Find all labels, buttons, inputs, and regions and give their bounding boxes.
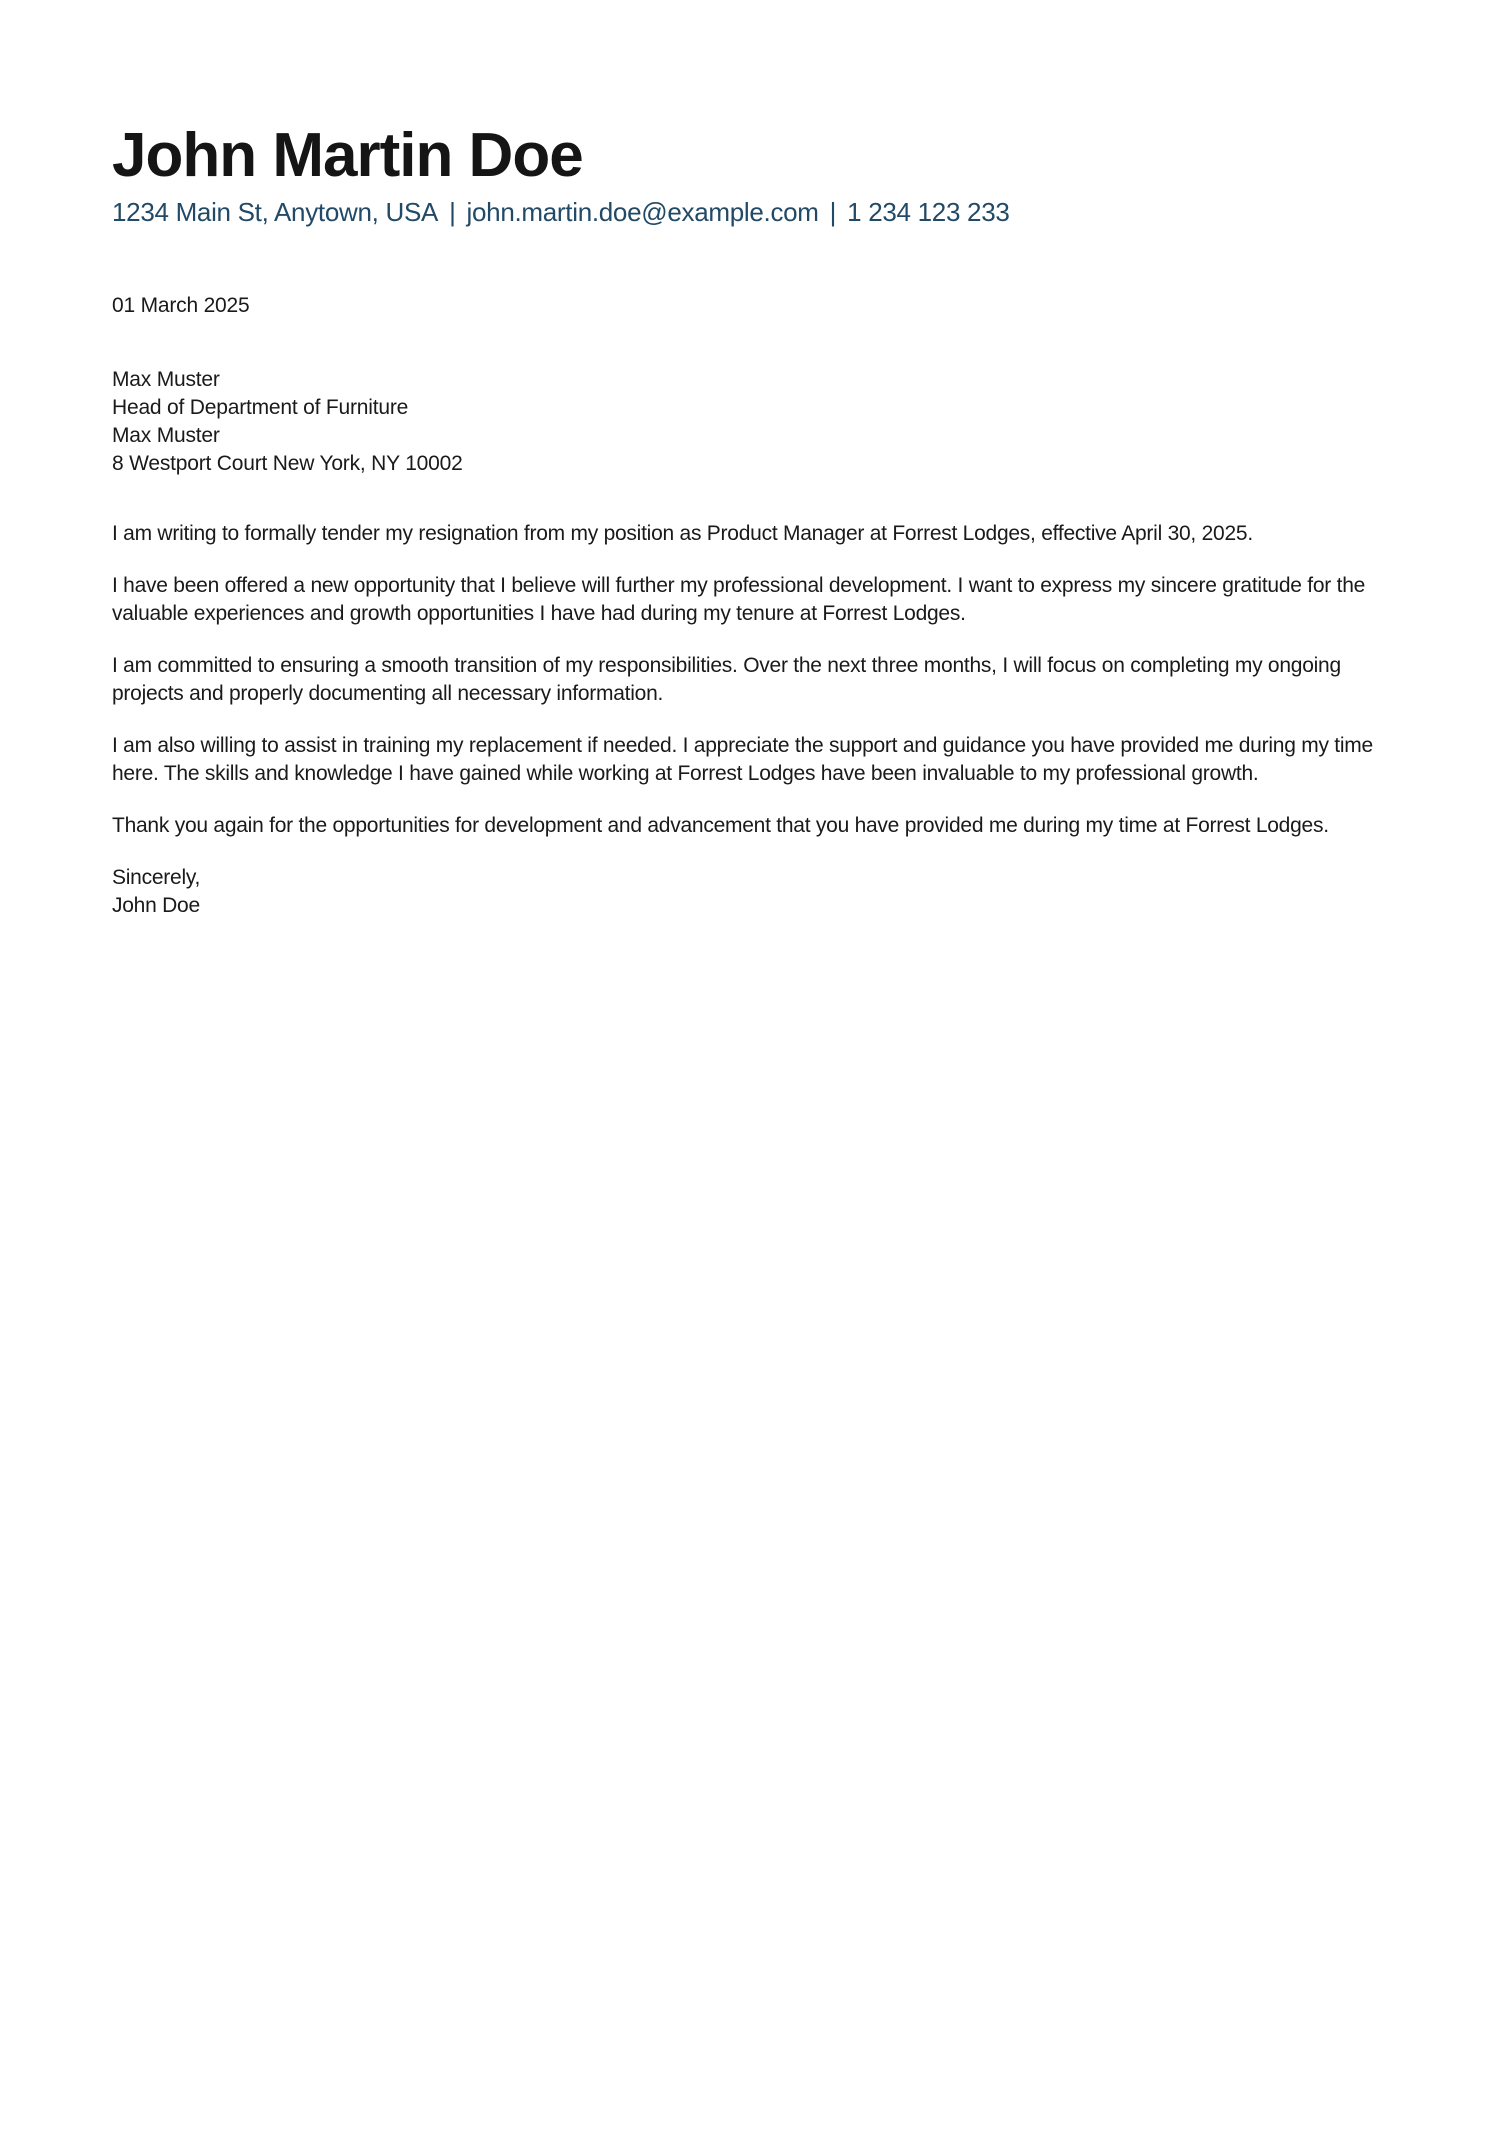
recipient-name: Max Muster [112, 368, 220, 391]
recipient-block [112, 366, 1400, 478]
recipient-title: Head of Department of Furniture [112, 396, 409, 419]
closing-salutation: Sincerely, [112, 866, 201, 889]
contact-address: 1234 Main St, Anytown, USA [112, 197, 439, 227]
sender-name: John Martin Doe [112, 121, 583, 190]
letter-date: 01 March 2025 [112, 294, 250, 317]
contact-separator: | [829, 197, 837, 227]
closing-block [112, 864, 1400, 920]
letter-paragraph: I am committed to ensuring a smooth transition of my responsibilities. Over the next three months, I will focus on completing my ongoing projects and properly documenting all necessary information. [112, 654, 1341, 705]
letter-body [112, 520, 1400, 920]
contact-separator: | [449, 197, 456, 227]
recipient-address: 8 Westport Court New York, NY 10002 [112, 452, 463, 475]
letter-content [112, 292, 1400, 920]
letter-paragraph: I am writing to formally tender my resignation from my position as Product Manager at Forrest Lodges, effective April 30, 2025. [112, 522, 1253, 545]
recipient-company: Max Muster [112, 424, 220, 447]
signature-name: John Doe [112, 894, 200, 917]
letter-header [112, 120, 1400, 229]
letter-paragraph: I am also willing to assist in training my replacement if needed. I appreciate the support and guidance you have provided me during my time here. The skills and knowledge I have gained while working at Forrest Lodges have been invaluable to my professional growth. [112, 734, 1373, 785]
letter-paragraph: I have been offered a new opportunity that I believe will further my professional development. I want to express my sincere gratitude for the valuable experiences and growth opportunities I have had during my tenure at Forrest Lodges. [112, 574, 1366, 625]
contact-line [112, 195, 1400, 229]
contact-email: john.martin.doe@example.com [466, 197, 819, 227]
letter-paragraph: Thank you again for the opportunities for development and advancement that you have provided me during my time at Forrest Lodges. [112, 814, 1329, 837]
contact-phone: 1 234 123 233 [847, 197, 1010, 227]
